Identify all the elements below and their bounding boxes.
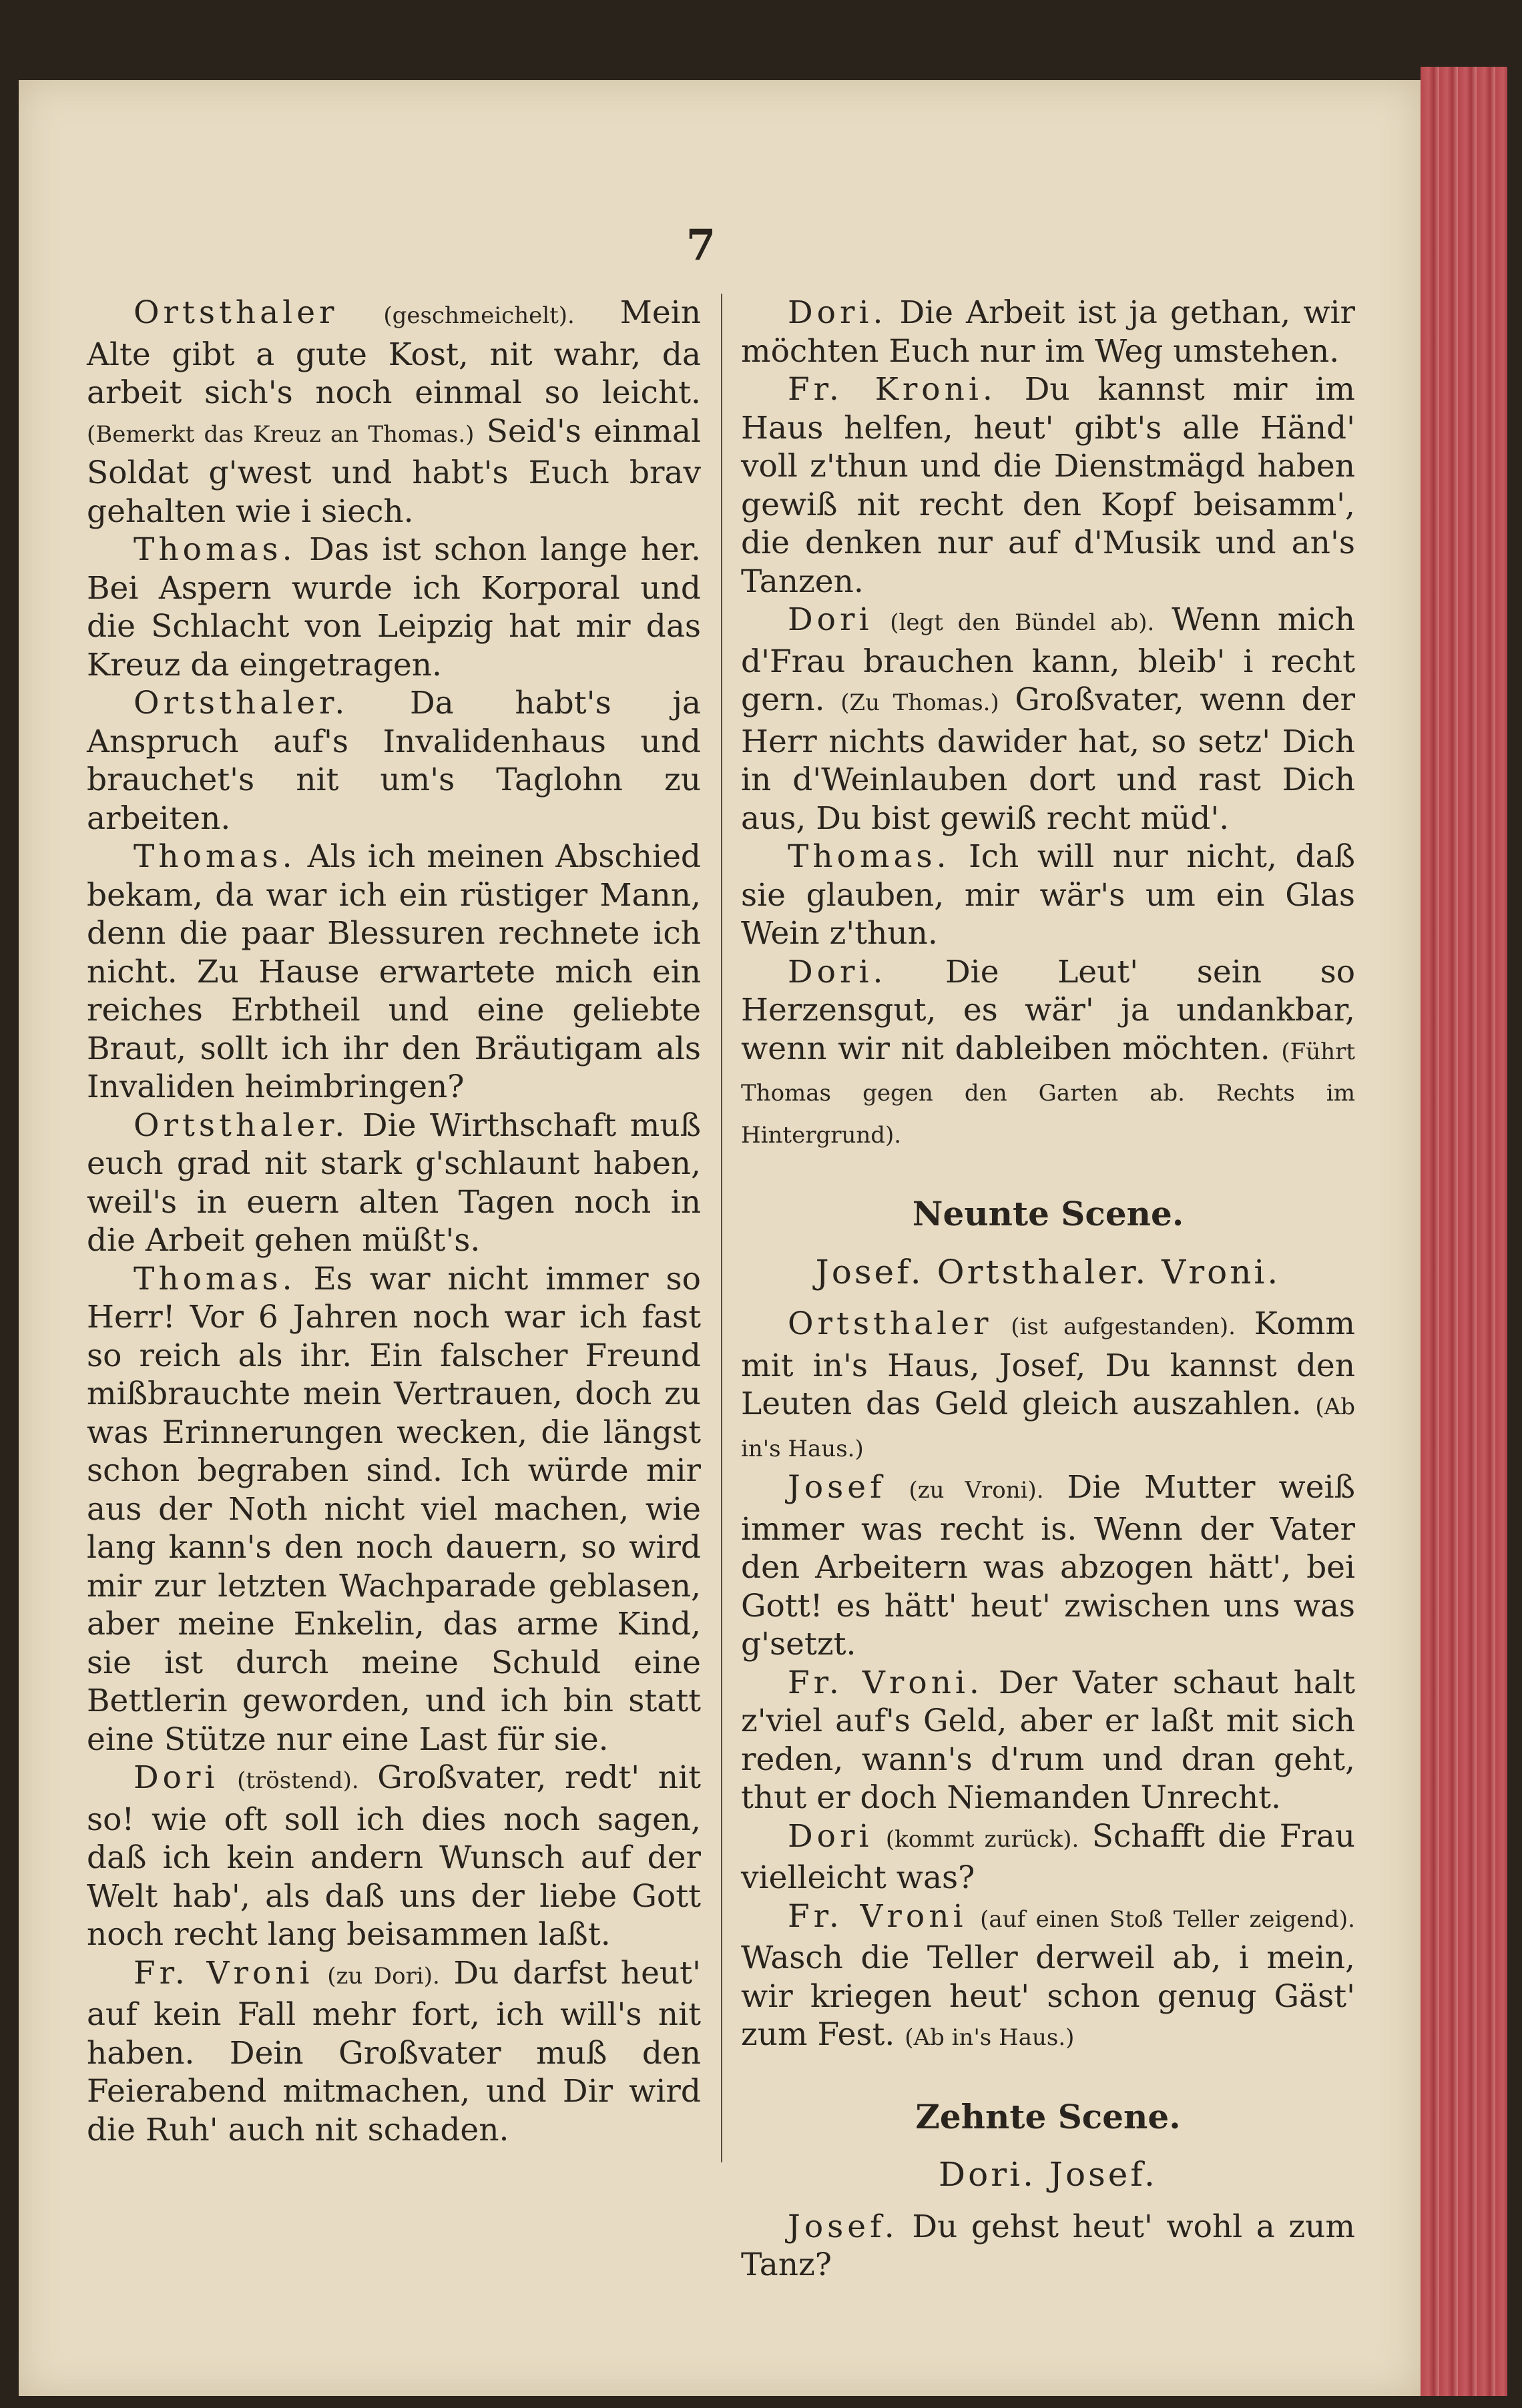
dialogue-line	[741, 2208, 1355, 2285]
line-text: Die Wirthschaft muß euch grad nit stark g'schlaunt haben, weil's in euern alten Tagen noch in die Arbeit gehen müßt's.	[87, 1107, 701, 1259]
line-text: Als ich meinen Abschied bekam, da war ich ein rüstiger Mann, denn die paar Blessuren rechnete ich nicht. Zu Hause erwartete mich ein reiches Erbtheil und eine geliebte Braut, sollt ich ihr den Bräutigam als Invaliden heimbringen?	[87, 838, 701, 1105]
speaker-name: Ortsthaler	[134, 294, 338, 331]
line-text: Du kannst mir im Haus helfen, heut' gibt's alle Händ' voll z'thun und die Dienstmägd haben gewiß nit recht den Kopf beisamm', die denken nur auf d'Musik und an's Tanzen.	[741, 371, 1355, 600]
dialogue-line	[87, 684, 701, 838]
speaker-name: Josef	[788, 1469, 886, 1506]
speaker-name: Thomas.	[788, 838, 951, 875]
speaker-name: Thomas.	[134, 838, 296, 875]
left-column	[87, 294, 701, 2149]
line-text: Der Vater schaut halt z'viel auf's Geld, aber er laßt mit sich reden, wann's d'rum und dran geht, thut er doch Niemanden Unrecht.	[741, 1664, 1355, 1816]
speaker-name: Dori	[134, 1759, 219, 1796]
stage-direction: (auf einen Stoß Teller zeigend).	[980, 1905, 1355, 1933]
dialogue-line	[741, 601, 1355, 838]
scene-heading: Neunte Scene.	[912, 1194, 1184, 1233]
line-text: Wasch die Teller derweil ab, i mein, wir kriegen heut' schon genug Gäst' zum Fest.	[741, 1939, 1355, 2053]
line-text: Großvater, wenn der Herr nichts dawider hat, so setz' Dich in d'Weinlauben dort und rast Dich aus, Du bist gewiß recht müd'.	[741, 681, 1355, 837]
line-text: Großvater, redt' nit so! wie oft soll ich dies noch sagen, daß ich kein andern Wunsch auf der Welt hab', als daß uns der liebe Gott noch recht lang beisammen laßt.	[87, 1759, 701, 1953]
line-text: Das ist schon lange her. Bei Aspern wurde ich Korporal und die Schlacht von Leipzig hat mir das Kreuz da eingetragen.	[87, 531, 701, 683]
scene-cast: Josef. Ortsthaler. Vroni.	[815, 1252, 1281, 1291]
stage-direction: (zu Vroni).	[909, 1477, 1044, 1504]
dialogue-line	[741, 1664, 1355, 1817]
dialogue-line	[87, 1107, 701, 1260]
stage-direction: (Bemerkt das Kreuz an Thomas.)	[87, 420, 475, 448]
line-text: Seid's einmal Soldat g'west und habt's Euch brav gehalten wie i siech.	[87, 412, 701, 530]
dialogue-line	[741, 1468, 1355, 1664]
stage-direction: (legt den Bündel ab).	[890, 609, 1155, 636]
line-text: Du gehst heut' wohl a zum Tanz?	[741, 2208, 1355, 2283]
speaker-name: Thomas.	[134, 531, 296, 568]
dialogue-line	[87, 531, 701, 684]
dialogue-line	[741, 838, 1355, 953]
speaker-name: Dori.	[788, 953, 887, 990]
line-text: Es war nicht immer so Herr! Vor 6 Jahren noch war ich fast so reich als ihr. Ein falscher Freund mißbrauchte mein Vertrauen, doch zu was Erinnerungen wecken, die längst schon begraben sind. Ich würde mir aus der Noth nicht viel machen, wie lang kann's den noch dauern, so wird mir zur letzten Wachparade geblasen, aber meine Enkelin, das arme Kind, sie ist durch meine Schuld eine Bettlerin geworden, und ich bin statt eine Stütze nur eine Last für sie.	[87, 1260, 701, 1758]
speaker-name: Dori	[788, 601, 873, 638]
line-text: Du darfst heut' auf kein Fall mehr fort, ich will's nit haben. Dein Großvater muß den Feierabend mitmachen, und Dir wird die Ruh' auch nit schaden.	[87, 1954, 701, 2148]
dialogue-line	[87, 1260, 701, 1759]
stage-direction: (Führt Thomas gegen den Garten ab. Rechts im Hintergrund).	[741, 1038, 1355, 1149]
speaker-name: Dori.	[788, 294, 887, 331]
scene-cast: Dori. Josef.	[939, 2155, 1158, 2194]
speaker-name: Josef.	[788, 2208, 899, 2245]
stage-direction: (Ab in's Haus.)	[741, 1394, 1355, 1462]
dialogue-line	[87, 294, 701, 531]
speaker-name: Ortsthaler	[788, 1305, 993, 1342]
dialogue-line	[741, 294, 1355, 370]
stage-direction: (zu Dori).	[327, 1962, 440, 1990]
line-text: Wenn mich d'Frau brauchen kann, bleib' i recht gern.	[741, 601, 1355, 718]
dialogue-line	[741, 1817, 1355, 1897]
speaker-name: Dori	[788, 1817, 873, 1855]
line-text: Da habt's ja Anspruch auf's Invalidenhaus und brauchet's nit um's Taglohn zu arbeiten.	[87, 685, 701, 837]
stage-direction: (Ab in's Haus.)	[905, 2024, 1075, 2051]
stage-direction: (tröstend).	[237, 1767, 359, 1794]
stage-direction: (geschmeichelt).	[383, 302, 575, 329]
speaker-name: Fr. Vroni.	[788, 1664, 983, 1701]
line-text: Die Mutter weiß immer was recht is. Wenn der Vater den Arbeitern was abzogen hätt', bei Gott! es hätt' heut' zwischen uns was g'setzt.	[741, 1469, 1355, 1663]
speaker-name: Thomas.	[134, 1260, 296, 1297]
stage-direction: (Zu Thomas.)	[840, 689, 999, 716]
line-text: Komm mit in's Haus, Josef, Du kannst den Leuten das Geld gleich auszahlen.	[741, 1305, 1355, 1422]
line-text: Schafft die Frau vielleicht was?	[741, 1817, 1355, 1896]
dialogue-line	[741, 370, 1355, 601]
stage-direction: (kommt zurück).	[885, 1825, 1079, 1853]
speaker-name: Fr. Kroni.	[788, 371, 997, 408]
line-text: Mein Alte gibt a gute Kost, nit wahr, da arbeit sich's noch einmal so leicht.	[87, 294, 701, 411]
line-text: Ich will nur nicht, daß sie glauben, mir wär's um ein Glas Wein z'thun.	[741, 838, 1355, 952]
page-number: 7	[686, 220, 716, 270]
dialogue-line	[87, 1954, 701, 2150]
speaker-name: Ortsthaler.	[134, 685, 349, 721]
speaker-name: Fr. Vroni	[134, 1954, 314, 1992]
dialogue-line	[741, 953, 1355, 1155]
dialogue-line	[741, 1305, 1355, 1468]
dialogue-line	[87, 1759, 701, 1954]
speaker-name: Ortsthaler.	[134, 1107, 349, 1144]
dialogue-line	[87, 838, 701, 1107]
speaker-name: Fr. Vroni	[788, 1897, 967, 1935]
line-text: Die Arbeit ist ja gethan, wir möchten Euch nur im Weg umstehen.	[741, 294, 1355, 370]
stage-direction: (ist aufgestanden).	[1011, 1313, 1236, 1340]
page-edge	[1421, 67, 1507, 2396]
scene-heading: Zehnte Scene.	[915, 2096, 1181, 2136]
column-divider	[721, 294, 722, 2162]
right-column	[741, 294, 1355, 2285]
dialogue-line	[741, 1897, 1355, 2058]
line-text: Die Leut' sein so Herzensgut, es wär' ja undankbar, wenn wir nit dableiben möchten.	[741, 953, 1355, 1067]
